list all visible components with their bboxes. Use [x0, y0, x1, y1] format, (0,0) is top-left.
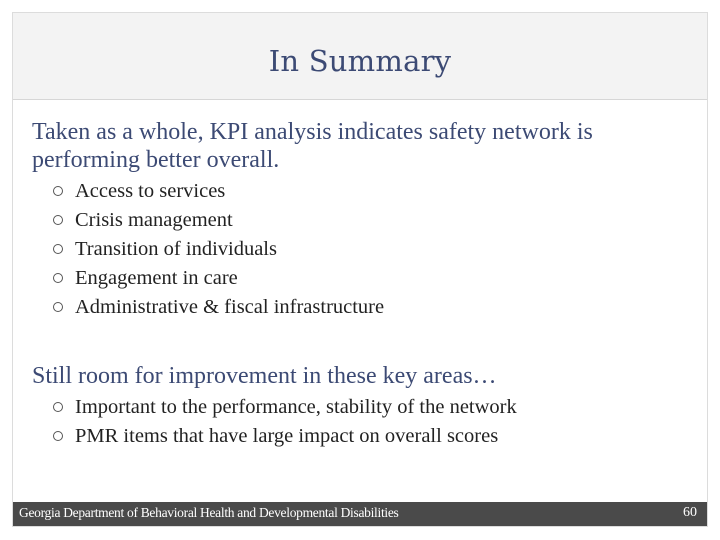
- bullet-ring-icon: [53, 186, 63, 196]
- bullet-ring-icon: [53, 402, 63, 412]
- bullet-ring-icon: [53, 244, 63, 254]
- footer-bar: [13, 502, 707, 526]
- bullet-ring-icon: [53, 302, 63, 312]
- list-item: Engagement in care: [53, 264, 384, 293]
- list-item: Administrative & fiscal infrastructure: [53, 293, 384, 322]
- footer-organization: Georgia Department of Behavioral Health and Developmental Disabilities: [19, 505, 399, 520]
- list-item: PMR items that have large impact on overall scores: [53, 422, 517, 451]
- list-item: Crisis management: [53, 206, 384, 235]
- bullet-ring-icon: [53, 273, 63, 283]
- list-item: Access to services: [53, 177, 384, 206]
- bullet-ring-icon: [53, 215, 63, 225]
- performance-areas-list: [53, 177, 384, 322]
- lead-statement-2: Still room for improvement in these key areas…: [32, 363, 497, 389]
- list-item: Transition of individuals: [53, 235, 384, 264]
- improvement-areas-list: [53, 393, 517, 451]
- lead-statement-1: Taken as a whole, KPI analysis indicates safety network is performing better overall.: [32, 119, 593, 173]
- page-number: 60: [683, 505, 697, 520]
- slide-title-text: In Summary: [268, 44, 452, 78]
- list-item: Important to the performance, stability of the network: [53, 393, 517, 422]
- slide-title: [0, 44, 720, 78]
- bullet-ring-icon: [53, 431, 63, 441]
